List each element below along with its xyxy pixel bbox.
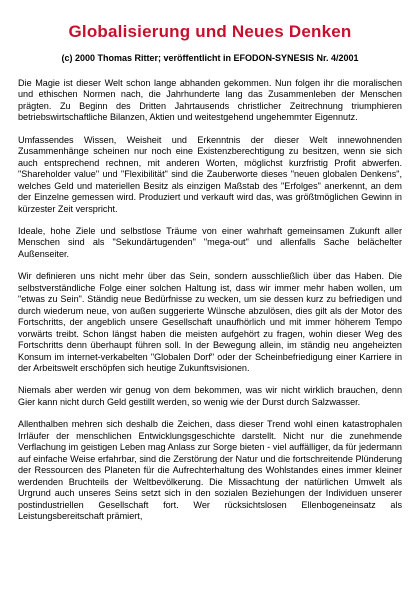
paragraph-3: Ideale, hohe Ziele und selbstlose Träume von einer wahrhaft gemeinsamen Zukunft aller Menschen sind als "Sekundärtugenden" "mega-out" und allenfalls Sache belächelter Außenseiter.: [18, 225, 402, 259]
paragraph-2: Umfassendes Wissen, Weisheit und Erkenntnis der dieser Welt innewohnenden Zusammenhänge scheinen nur noch eine Existenzberechtigung zu besitzen, wenn sie sich auch entsprechend rechnen, mit anderen Worten, möglichst kurzfristig Profit abwerfen. "Shareholder value" und "Flexibilität" sind die Zauberworte dieses "neuen globalen Denkens", welches Geld und materiellen Besitz als einzigen Maßstab des "Erfolges" anerkennt, an dem der Einzelne gemessen wird. Produziert und verkauft wird das, was größtmöglichen Gewinn in kürzester Zeit verspricht.: [18, 134, 402, 214]
paragraph-6: Allenthalben mehren sich deshalb die Zeichen, dass dieser Trend wohl einen katastrophalen Irrläufer der menschlichen Entwicklungsgeschichte darstellt. Nicht nur die zunehmende Verflachung im geistigen Leben mag Anlass zur Sorge bieten - viel auffälliger, da für jedermann auf einfache Weise erfahrbar, sind die Zerstörung der Natur und die fortschreitende Plünderung der Ressourcen des Planeten für die Aufrechterhaltung des Wohlstandes eines immer kleiner werdenden Bruchteils der Weltbevölkerung. Die Missachtung der natürlichen Umwelt als Urgrund auch unseres Seins setzt sich in den sozialen Beziehungen der Individuen unserer postindustriellen Gesellschaft fort. Wer rücksichtslosen Ellenbogeneinsatz als Leistungsbereitschaft prämiert,: [18, 419, 402, 521]
paragraph-1: Die Magie ist dieser Welt schon lange abhanden gekommen. Nun folgen ihr die moralischen und ethischen Normen nach, die Jahrhunderte lang das Zusammenleben der Menschen prägten. Zu Beginn des Dritten Jahrtausends christlicher Zeitrechnung triumphieren betriebswirtschaftliche Bilanzen, Aktien und weitestgehend ungehemmter Eigennutz.: [18, 78, 402, 123]
document-title: Globalisierung und Neues Denken: [68, 22, 352, 41]
paragraph-5: Niemals aber werden wir genug von dem bekommen, was wir nicht wirklich brauchen, denn Gier kann nicht durch Geld gestillt werden, so wenig wie der Durst durch Salzwasser.: [18, 385, 402, 407]
paragraph-4: Wir definieren uns nicht mehr über das Sein, sondern ausschließlich über das Haben. Die selbstverständliche Folge einer solchen Haltung ist, dass wir immer mehr haben wollen, um "etwas zu Sein". Ständig neue Bedürfnisse zu wecken, um sie dessen kurz zu befriedigen und durch wiederum neue, von außen suggerierte Wünsche abzulösen, dies gilt als der Motor des Fortschritts, der angeblich unsere Gesellschaft unaufhörlich und mit immer höherem Tempo vorwärts treibt. Schon längst haben die meisten aufgehört zu fragen, wohin dieser Weg des Fortschritts denn überhaupt führen soll. In der Bewegung allein, im ständig neu angeheizten Konsum im internet-verkabelten "Globalen Dorf" oder der Scheinbefriedigung einer Karriere in der Arbeitswelt erschöpfen sich heutige Zukunftsvisionen.: [18, 271, 402, 373]
document-subtitle: (c) 2000 Thomas Ritter; veröffentlicht in EFODON-SYNESIS Nr. 4/2001: [61, 53, 359, 63]
